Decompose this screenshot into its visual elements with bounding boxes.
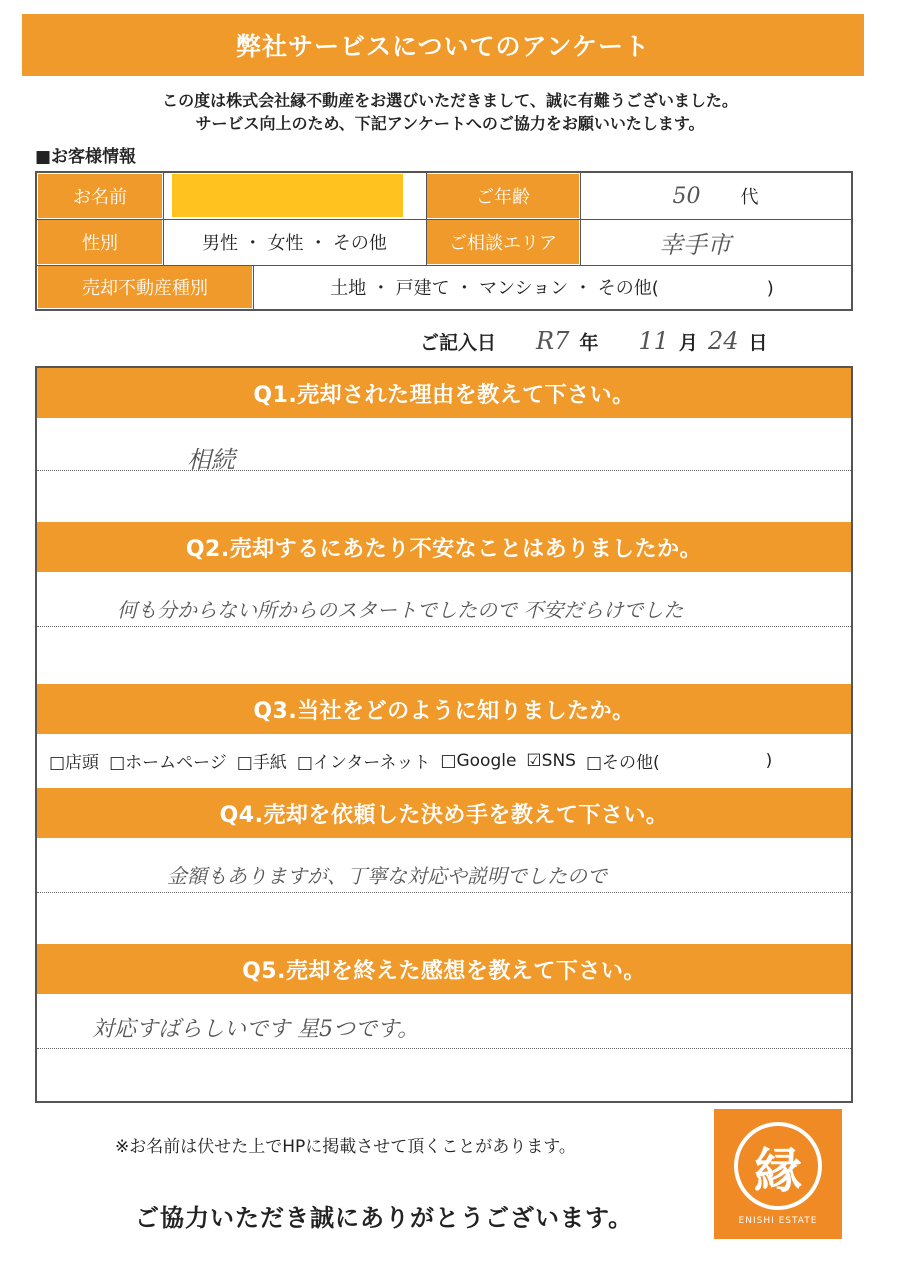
- age-label: ご年齢: [426, 173, 580, 219]
- q3-option-internet: □インターネット: [296, 753, 431, 773]
- date-day: 24: [707, 327, 739, 355]
- age-field: [580, 173, 851, 219]
- day-unit: 日: [748, 331, 768, 354]
- area-value: 幸手市: [659, 230, 731, 259]
- date-month: 11: [638, 327, 669, 355]
- survey-title: 弊社サービスについてのアンケート: [22, 14, 864, 76]
- property-type-label: 売却不動産種別: [37, 265, 253, 309]
- month-unit: 月: [678, 331, 698, 354]
- age-unit: 代: [740, 187, 759, 208]
- q1-answer: 相続: [187, 446, 235, 474]
- intro-line-2: サービス向上のため、下記アンケートへのご協力をお願いいたします。: [195, 114, 705, 133]
- q3-options: [49, 748, 772, 773]
- date-label: ご記入日: [420, 331, 497, 354]
- q1-answer-area: [37, 418, 851, 522]
- q5-answer: 対応すばらしいです 星5つです。: [92, 1017, 420, 1042]
- age-value: 50: [672, 183, 701, 209]
- q2-heading: Q2.売却するにあたり不安なことはありましたか。: [37, 522, 851, 572]
- name-label: お名前: [37, 173, 163, 219]
- q3-option-letter: □手紙: [236, 753, 287, 773]
- entry-date: [420, 327, 768, 355]
- enishi-estate-logo: [714, 1109, 842, 1239]
- intro-line-1: この度は株式会社縁不動産をお選びいただきまして、誠に有難うございました。: [162, 91, 738, 110]
- property-type-options: 土地 ・ 戸建て ・ マンション ・ その他( ): [330, 278, 774, 299]
- publication-note: ※お名前は伏せた上でHPに掲載させて頂くことがあります。: [115, 1137, 576, 1157]
- q3-option-homepage: □ホームページ: [109, 753, 227, 773]
- q4-heading: Q4.売却を依頼した決め手を教えて下さい。: [37, 788, 851, 838]
- year-unit: 年: [579, 331, 599, 354]
- customer-info-table: [35, 171, 853, 311]
- customer-info-heading: ■お客様情報: [35, 147, 137, 167]
- q5-answer-area: [37, 994, 851, 1103]
- q2-answer-area: [37, 572, 851, 684]
- area-label: ご相談エリア: [426, 219, 580, 265]
- q3-option-other-close: ): [765, 750, 773, 771]
- q3-option-sns: ☑SNS: [526, 750, 576, 771]
- logo-mark: 縁: [734, 1122, 822, 1210]
- q3-option-google: □Google: [440, 750, 517, 771]
- name-redaction: [172, 174, 403, 217]
- questions-section: [35, 366, 853, 1103]
- q5-heading: Q5.売却を終えた感想を教えて下さい。: [37, 944, 851, 994]
- q3-answer-area: [37, 734, 851, 786]
- gender-options: 男性 ・ 女性 ・ その他: [202, 233, 387, 254]
- gender-label: 性別: [37, 219, 163, 265]
- q1-heading: Q1.売却された理由を教えて下さい。: [37, 368, 851, 418]
- thank-you-message: ご協力いただき誠にありがとうございます。: [135, 1204, 634, 1232]
- logo-text: ENISHI ESTATE: [738, 1216, 818, 1226]
- q4-answer-area: [37, 838, 851, 944]
- q4-answer: 金額もありますが、丁寧な対応や説明でしたので: [167, 864, 607, 888]
- q3-option-storefront: □店頭: [49, 753, 100, 773]
- q2-answer: 何も分からない所からのスタートでしたので 不安だらけでした: [117, 598, 684, 622]
- q3-heading: Q3.当社をどのように知りましたか。: [37, 684, 851, 734]
- q3-option-other: □その他(: [585, 753, 660, 773]
- date-era: R7: [536, 327, 570, 355]
